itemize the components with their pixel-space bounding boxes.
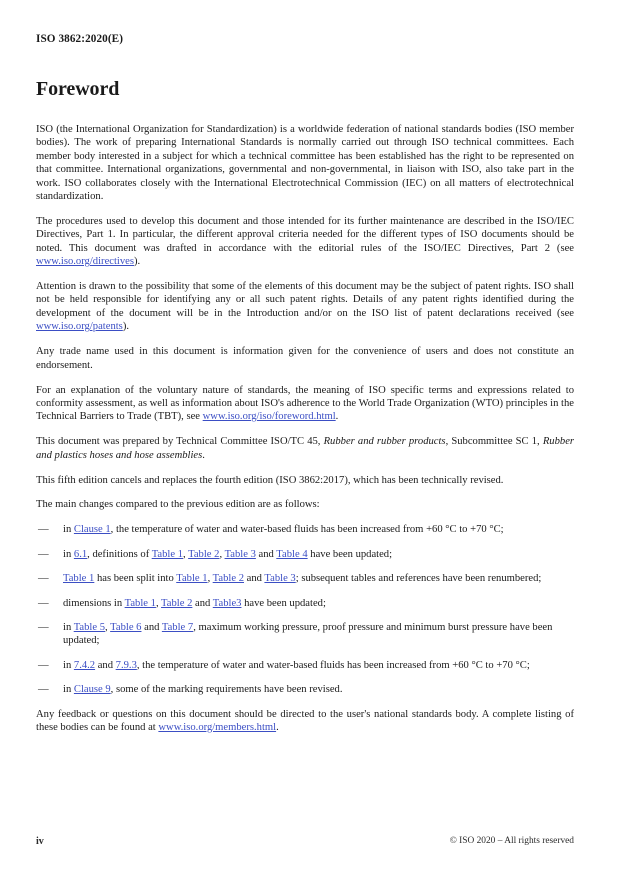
committee-mid: , Subcommittee SC 1, <box>445 436 543 448</box>
list-item <box>36 621 574 648</box>
paragraph-edition-replacement: This fifth edition cancels and replaces the fourth edition (ISO 3862:2017), which has been technically revised. <box>36 474 504 486</box>
cross-reference-link[interactable]: Table 2 <box>212 573 244 585</box>
list-item-text: and <box>255 548 277 560</box>
list-marker: — <box>38 621 49 633</box>
cross-reference-link[interactable]: Table 2 <box>188 548 220 560</box>
footer-page-number: iv <box>36 836 44 847</box>
list-marker: — <box>38 659 49 671</box>
list-item <box>36 659 574 672</box>
cross-reference-link[interactable]: Table 7 <box>161 621 194 633</box>
list-item-text: have been updated; <box>241 597 326 609</box>
cross-reference-link[interactable]: Table 1 <box>124 597 156 609</box>
list-item-text: has been split into <box>94 573 177 585</box>
cross-reference-link[interactable]: Table 2 <box>161 597 193 609</box>
paragraph-procedures-tail: ). <box>133 256 141 268</box>
page-content <box>36 78 574 746</box>
list-item-text: , the temperature of water and water-based fluids has been increased from +60 °C to +70 °C; <box>136 659 530 671</box>
list-item-text: and <box>192 597 213 609</box>
list-item-text: , definitions of <box>87 548 152 560</box>
list-item-text: , <box>183 548 189 560</box>
paragraph-voluntary-nature-tail: . <box>335 411 339 423</box>
committee-intro: This document was prepared by Technical Committee ISO/TC 45, <box>36 436 324 448</box>
list-marker: — <box>38 548 49 560</box>
list-item-text: in <box>63 684 74 696</box>
list-item-text: , <box>219 548 225 560</box>
list-item-text: , the temperature of water and water-based fluids has been increased from +60 °C to +70 °C; <box>110 524 504 536</box>
list-item-text: and <box>244 573 265 585</box>
paragraph-procedures-text: The procedures used to develop this document and those intended for its further maintenance are described in the ISO/IEC Directives, Part 1. In particular, the different approval criteria needed for the different types of ISO documents should be noted. This document was drafted in accordance with the editorial rules of the ISO/IEC Directives, Part 2 (see <box>36 215 574 254</box>
changes-list <box>36 523 574 696</box>
list-item <box>36 572 574 585</box>
paragraph-patent-rights <box>36 280 574 334</box>
cross-reference-link[interactable]: Table 5 <box>73 621 106 633</box>
cross-reference-link[interactable]: Clause 1 <box>73 524 111 536</box>
list-item-text: , some of the marking requirements have been revised. <box>110 684 343 696</box>
paragraph-voluntary-nature <box>36 384 574 424</box>
page-title: Foreword <box>36 78 120 100</box>
list-item-text: ; subsequent tables and references have been renumbered; <box>295 573 542 585</box>
paragraph-patent-rights-text: Attention is drawn to the possibility that some of the elements of this document may be the subject of patent rights. ISO shall not be held responsible for identifying any or all such patent rights. Details of any patent rights identified during the development of the document will be in the Introduction and/or on the ISO list of patent declarations received (see <box>36 281 574 319</box>
list-item-text: in <box>63 548 74 560</box>
list-marker: — <box>38 524 49 536</box>
paragraph-committee <box>36 435 574 462</box>
list-marker: — <box>38 684 49 696</box>
list-item-text: and <box>141 621 162 633</box>
list-item-text: in <box>63 524 74 536</box>
cross-reference-link[interactable]: Table 6 <box>110 621 142 633</box>
cross-reference-link[interactable]: 7.9.3 <box>115 659 137 671</box>
committee-sc-title: Rubber and plastics hoses and hose assemblies <box>36 436 575 461</box>
cross-reference-link[interactable]: Table 1 <box>63 573 95 585</box>
paragraph-trade-name: Any trade name used in this document is information given for the convenience of users and does not constitute an endorsement. <box>36 346 574 371</box>
link-iso-members[interactable]: www.iso.org/members.html <box>158 722 277 733</box>
list-item-text: in <box>63 621 74 633</box>
list-item-text: dimensions in <box>63 597 125 609</box>
paragraph-feedback-tail: . <box>276 722 279 733</box>
running-head: ISO 3862:2020(E) <box>36 33 124 45</box>
committee-tail: . <box>202 449 205 461</box>
list-item-text: and <box>95 659 116 671</box>
link-iso-foreword[interactable]: www.iso.org/iso/foreword.html <box>202 411 336 423</box>
cross-reference-link[interactable]: Table 4 <box>276 548 308 560</box>
list-item <box>36 597 574 610</box>
list-marker: — <box>38 597 49 609</box>
cross-reference-link[interactable]: Table 3 <box>224 548 256 560</box>
list-item-text: have been updated; <box>307 548 393 560</box>
list-item-text: , maximum working pressure, proof pressure and minimum burst pressure have been updated; <box>63 621 553 647</box>
paragraph-feedback <box>36 708 574 735</box>
cross-reference-link[interactable]: 7.4.2 <box>73 659 96 671</box>
list-marker: — <box>38 573 49 585</box>
committee-tc-title: Rubber and rubber products <box>323 436 446 448</box>
paragraph-patent-rights-tail: ). <box>122 321 129 333</box>
paragraph-changes-intro: The main changes compared to the previous edition are as follows: <box>36 499 320 511</box>
list-item-text: in <box>63 659 74 671</box>
paragraph-iso-description: ISO (the International Organization for Standardization) is a worldwide federation of national standards bodies (ISO member bodies). The work of preparing International Standards is normally carried out through ISO technical committees. Each member body interested in a subject for which a technical committee has been established has the right to be represented on that committee. International organizations, governmental and non-governmental, in liaison with ISO, also take part in the work. ISO collaborates closely with the International Electrotechnical Commission (IEC) on all matters of electrotechnical standardization. <box>36 124 574 203</box>
cross-reference-link[interactable]: Table3 <box>212 597 242 609</box>
page-footer <box>36 836 574 847</box>
list-item <box>36 548 574 561</box>
list-item-text: , <box>155 597 162 609</box>
cross-reference-link[interactable]: Table 3 <box>264 573 296 585</box>
list-item-text: , <box>105 621 111 633</box>
list-item-text: , <box>207 573 213 585</box>
footer-copyright: © ISO 2020 – All rights reserved <box>449 836 574 846</box>
paragraph-procedures <box>36 215 574 269</box>
cross-reference-link[interactable]: Clause 9 <box>73 684 111 696</box>
list-item <box>36 523 574 536</box>
paragraph-voluntary-nature-text: For an explanation of the voluntary nature of standards, the meaning of ISO specific terms and expressions related to conformity assessment, as well as information about ISO's adherence to the World Trade Organization (WTO) principles in the Technical Barriers to Trade (TBT), see <box>36 384 574 423</box>
list-item <box>36 683 574 696</box>
cross-reference-link[interactable]: 6.1 <box>73 548 88 560</box>
link-iso-patents[interactable]: www.iso.org/patents <box>36 321 123 333</box>
paragraph-feedback-text: Any feedback or questions on this document should be directed to the user's national standards body. A complete listing of these bodies can be found at <box>36 708 574 733</box>
cross-reference-link[interactable]: Table 1 <box>151 548 184 560</box>
cross-reference-link[interactable]: Table 1 <box>176 573 208 585</box>
link-iso-directives[interactable]: www.iso.org/directives <box>36 256 134 268</box>
